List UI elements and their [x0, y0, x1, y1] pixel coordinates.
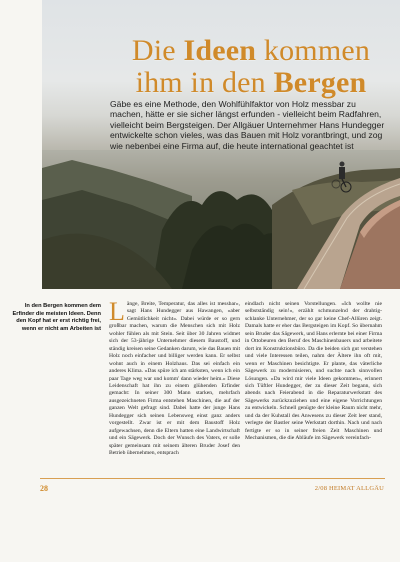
- article-title: Die Ideen kommen ihm in den Bergen: [131, 34, 371, 99]
- footer-divider: [40, 478, 385, 479]
- page-number: 28: [40, 484, 48, 493]
- text-column-2: eindlach nicht seinen Vorstellungen. »Ich wollte nie selbstständig sein!«, erzählt schmunzelnd der drahtig-schlanke Unternehmer, der so gar keine Chef-Allüren zeigt. Damals hatte er eher das Bergsteigen im Kopf. So übernahm sein Bruder das Sägewerk, und Hans erlernte bei einer Firma in Ottobeuren den Beruf des Maschinenbauers und arbeitete dort im Konstruktionsbüro. Da die beiden sich gut verstehen und viele Interessen teilen, nahm der Ältere ihn oft mit, wenn er Maschinen besichtigte. Er plante, das väterliche Sägewerk zu modernisieren, und suchte nach sinnvollen Lösungen. »Da wird mir viele Ideen gekommen«, erinnert sich Tüftler Hundegger, der zu dieser Zeit begann, sich abends nach Feierabend in die Reparaturwerkstatt des Sägewerks zurückzuziehen und eine eigene Vorrichtungen zu entwickeln. Schnell genügte der kleine Raum nicht mehr, und da der Kuhstall des Anwesens zu dieser Zeit leer stand, verlegte der Bastler seine Werkstatt dorthin. Nach und nach fertigte er so in seiner freien Zeit Maschinen und Mechanismen, die die Abläufe im Sägewerk vereinfach-: [245, 301, 382, 442]
- article-lead: Gäbe es eine Methode, den Wohlfühlfaktor von Holz messbar zu machen, hätte er sie sicher längst erfunden - vielleicht beim Radfahren, vielleicht beim Bergsteigen. Der Allgäuer Unternehmer Hans Hundegger entwickelte schon vieles, was das Bauen mit Holz vorantbringt, und zog wie nebenbei eine Firma auf, die heute international geachtet ist: [110, 99, 385, 151]
- column-1-text: änge, Breite, Temperatur, das alles ist messbar«, sagt Hans Hundegger aus Hawangen, »aber Gemütlichkeit nicht«. Dabei würde er so gern großbar machen, warum die Menschen sich mit Holz wohler fühlen als mit Stein. Seit über 30 Jahren widmet sich der 53-jährige Unternehmer diesem Baustoff, und ständig kreisen seine Gedanken darum, wie das Bauen mit Holz noch einfacher und billiger werden kann. Er selbst wohnt auch in einem Holzhaus. Das sei einfach ein anderes Klima. »Das spüre ich am stärksten, wenn ich ein paar Tage weg war und komm' dann wieder heim.« Diese Leidenschaft hat ihn zu einem glühenden Erfinder gemacht: In seiner 300 Mann starken, mehrfach ausgezeichneten Firma entstehen Maschinen, die auf der ganzen Welt gefragt sind. Dabei hatte der junge Hans Hundegger sich seinen Lebensweg einst ganz anders vorgestellt. Zwar ist er mit dem Baustoff Holz aufgewachsen, denn die Eltern hatten eine Landwirtschaft und ein Sägewerk. Doch der Wunsch des Vaters, er solle später gemeinsam mit seinem älteren Bruder Josef den Betrieb übernehmen, entsprach: [109, 301, 240, 457]
- magazine-footer: 2/08 HEIMAT ALLGÄU: [314, 485, 384, 492]
- photo-caption: In den Bergen kommen dem Erfinder die meisten Ideen. Denn den Kopf hat er erst richtig frei, wenn er nicht am Arbeiten ist: [12, 303, 101, 332]
- text-column-1: [109, 297, 240, 458]
- drop-cap: L: [109, 297, 125, 326]
